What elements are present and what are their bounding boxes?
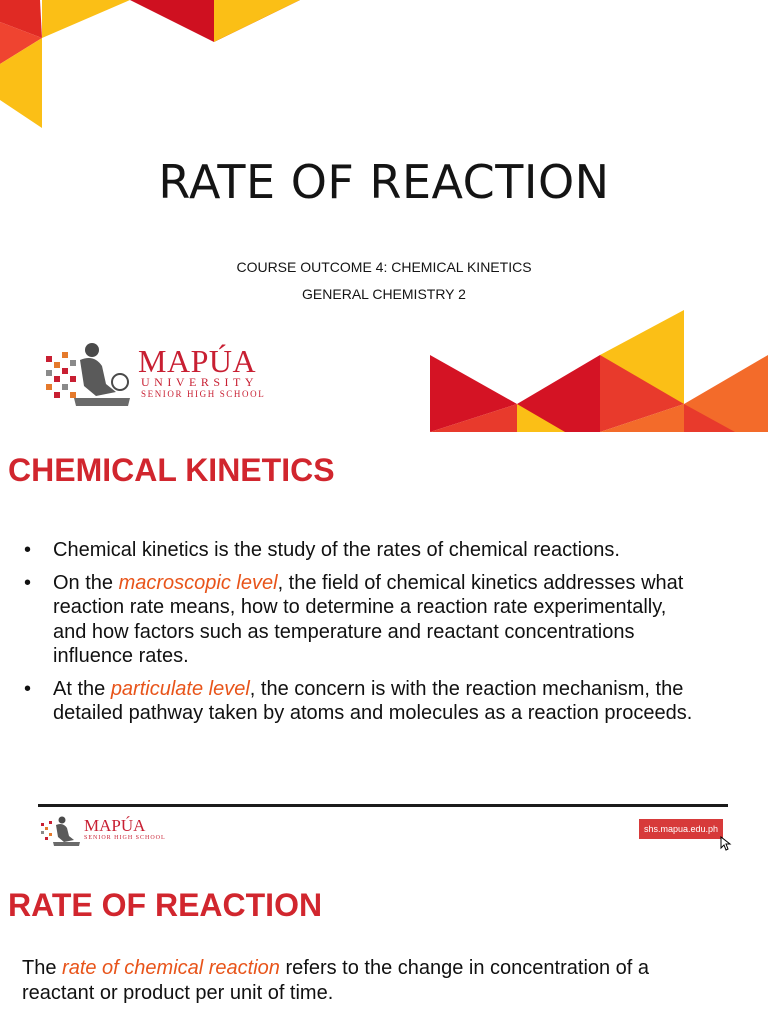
highlight-rate-of-chemical-reaction: rate of chemical reaction	[62, 957, 280, 979]
bullet-item	[20, 538, 700, 563]
title-slide	[0, 0, 768, 432]
chemical-kinetics-heading: CHEMICAL KINETICS	[8, 452, 335, 488]
bullet-text: Chemical kinetics is the study of the rates of chemical reactions.	[53, 539, 620, 561]
footer-divider	[38, 804, 728, 807]
bullet-text: , the field of chemical kinetics addresses what reaction rate means, how to determine a reaction rate experimentally, and how factors such as temperature and reactant concentrations influence rates.	[53, 571, 684, 667]
footer-url-link[interactable]: shs.mapua.edu.ph	[639, 819, 723, 839]
bullet-text: On the	[53, 571, 119, 594]
subtitle-course-outcome: COURSE OUTCOME 4: CHEMICAL KINETICS	[236, 259, 532, 275]
mapua-logo-wordmark: MAPÚA	[138, 343, 257, 379]
mapua-logo-shs: SENIOR HIGH SCHOOL	[141, 389, 266, 399]
bullet-item	[20, 677, 700, 726]
footer-mapua-wordmark: MAPÚA	[84, 816, 146, 835]
highlight-particulate-level: particulate level	[110, 677, 250, 700]
rate-of-reaction-heading: RATE OF REACTION	[8, 887, 323, 923]
paragraph-text: The	[22, 957, 63, 979]
highlight-macroscopic-level: macroscopic level	[118, 571, 278, 594]
top-right-yellow-shape	[214, 0, 300, 42]
mouse-cursor-icon	[720, 836, 732, 852]
bullet-text: At the	[53, 677, 111, 700]
slide-subtitle	[0, 254, 768, 308]
footer-mapua-shs: SENIOR HIGH SCHOOL	[84, 835, 166, 841]
subtitle-course-name: GENERAL CHEMISTRY 2	[302, 286, 466, 302]
bullet-item	[20, 571, 700, 669]
mapua-logo-university: UNIVERSITY	[141, 375, 258, 389]
mapua-logo-emblem	[44, 340, 136, 410]
footer-mapua-logo-emblem	[40, 815, 82, 847]
top-yellow-shape	[42, 0, 130, 38]
paragraph-text: refers to the change in concentration of a reactant or product per unit of time.	[22, 957, 650, 1004]
bullet-text: , the concern is with the reaction mechanism, the detailed pathway taken by atoms and molecules as a reaction proceeds.	[53, 677, 693, 724]
rate-definition-paragraph	[22, 956, 722, 1006]
chemical-kinetics-bullets	[20, 538, 700, 734]
slide-title: RATE OF REACTION	[158, 155, 610, 209]
